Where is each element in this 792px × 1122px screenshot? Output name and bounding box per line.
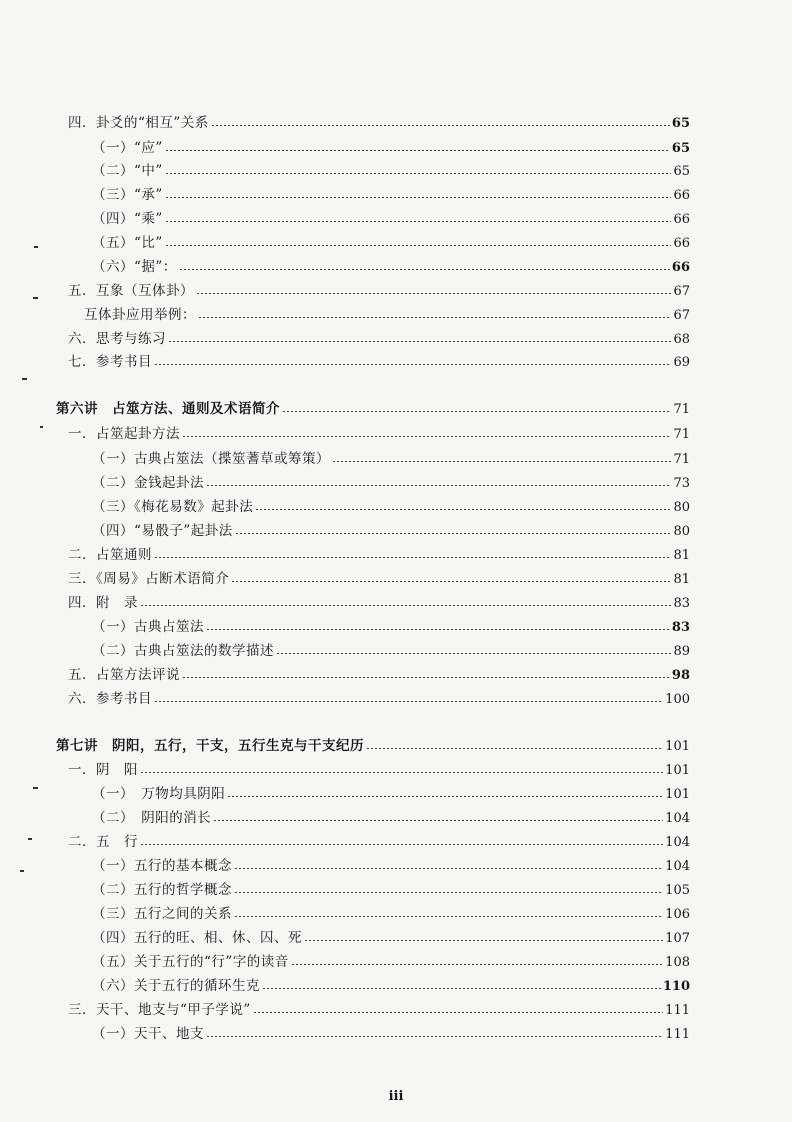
toc-entry-row[interactable]	[92, 809, 690, 828]
toc-entry-row[interactable]	[68, 594, 690, 613]
toc-entry-row[interactable]	[68, 570, 690, 589]
toc-leader-dots	[234, 868, 663, 869]
toc-page-number: 106	[665, 907, 690, 922]
toc-entry-label: （一）古典占筮法（揲筮蓍草或筹策）	[92, 451, 330, 467]
toc-leader-dots	[213, 820, 663, 821]
toc-page-number: 66	[671, 260, 690, 275]
toc-leader-dots	[231, 581, 671, 582]
toc-page-number: 105	[665, 883, 690, 898]
toc-leader-dots	[154, 364, 671, 365]
toc-leader-dots	[206, 1036, 663, 1037]
toc-page-number: 67	[673, 308, 690, 323]
toc-leader-dots	[262, 988, 661, 989]
toc-entry-label: 五．互象（互体卦）	[68, 283, 194, 299]
toc-entry-label: （三）《梅花易数》起卦法	[92, 499, 254, 515]
toc-entry-label: （二）“中”	[92, 163, 163, 179]
toc-entry-label: （六）关于五行的循环生克	[92, 978, 260, 994]
scan-speck	[34, 246, 38, 248]
toc-page-number: 71	[673, 402, 690, 417]
toc-entry-label: （四）五行的旺、相、休、囚、死	[92, 930, 302, 946]
toc-entry-row[interactable]	[92, 953, 690, 972]
toc-entry-row[interactable]	[68, 690, 690, 709]
toc-leader-dots	[253, 1012, 663, 1013]
toc-entry-label: 三．《周易》占断术语简介	[68, 571, 230, 587]
toc-entry-label: 第六讲 占筮方法、通则及术语简介	[56, 401, 280, 417]
toc-page-number: 107	[665, 931, 690, 946]
toc-leader-dots	[140, 605, 671, 606]
toc-leader-dots	[165, 197, 672, 198]
toc-page-number: 98	[671, 668, 690, 683]
toc-entry-label: （六）“据”：	[92, 259, 177, 275]
toc-leader-dots	[366, 748, 663, 749]
toc-entry-row[interactable]	[92, 905, 690, 924]
scan-speck	[28, 838, 32, 840]
toc-entry-row[interactable]	[92, 929, 690, 948]
toc-entry-label: 二．占筮通则	[68, 547, 152, 563]
toc-entry-label: 互体卦应用举例：	[84, 307, 196, 323]
toc-page-number: 66	[673, 188, 690, 203]
toc-entry-row[interactable]	[92, 498, 690, 517]
toc-entry-label: （四）“易骰子”起卦法	[92, 523, 233, 539]
toc-leader-dots	[154, 557, 671, 558]
toc-entry-row[interactable]	[68, 282, 690, 301]
toc-leader-dots	[179, 269, 670, 270]
toc-entry-label: 四．附 录	[68, 595, 138, 611]
toc-page-number: 101	[665, 763, 690, 778]
toc-entry-label: （三）五行之间的关系	[92, 906, 232, 922]
toc-entry-label: 四．卦爻的“相互”关系	[68, 115, 209, 131]
toc-page-number: 111	[665, 1003, 690, 1018]
toc-entry-label: 三．天干、地支与“甲子学说”	[68, 1002, 251, 1018]
toc-entry-row[interactable]	[92, 139, 690, 158]
toc-entry-label: 二．五 行	[68, 834, 138, 850]
toc-leader-dots	[165, 221, 672, 222]
toc-entry-row[interactable]	[92, 210, 690, 229]
toc-entry-label: （二） 阴阳的消长	[92, 810, 212, 826]
toc-leader-dots	[206, 629, 670, 630]
toc-page-number: 68	[673, 332, 690, 347]
toc-entry-row[interactable]	[92, 881, 690, 900]
toc-entry-row[interactable]	[92, 258, 690, 277]
toc-page-number: 71	[673, 427, 690, 442]
toc-leader-dots	[165, 173, 672, 174]
toc-entry-label: （二）五行的哲学概念	[92, 882, 232, 898]
toc-page-number: 83	[673, 596, 690, 611]
toc-entry-label: （三）“承”	[92, 187, 163, 203]
toc-leader-dots	[140, 772, 663, 773]
toc-entry-label: （二）古典占筮法的数学描述	[92, 643, 274, 659]
toc-entry-label: 五．占筮方法评说	[68, 667, 180, 683]
toc-leader-dots	[165, 150, 670, 151]
toc-entry-row[interactable]	[92, 450, 690, 469]
toc-chapter-row[interactable]	[56, 400, 690, 419]
toc-entry-label: （二）金钱起卦法	[92, 475, 204, 491]
toc-page-number: 104	[665, 859, 690, 874]
toc-entry-row[interactable]	[68, 425, 690, 444]
toc-leader-dots	[234, 892, 663, 893]
toc-entry-label: （一） 万物均具阴阳	[92, 786, 226, 802]
toc-entry-label: （一）古典占筮法	[92, 619, 204, 635]
toc-entry-label: 第七讲 阴阳，五行，干支，五行生克与干支纪历	[56, 738, 364, 754]
toc-page-number: 67	[673, 284, 690, 299]
toc-entry-row[interactable]	[92, 977, 690, 996]
toc-page-number: 80	[673, 524, 690, 539]
toc-entry-row[interactable]	[92, 186, 690, 205]
toc-entry-label: 六．思考与练习	[68, 331, 166, 347]
toc-leader-dots	[234, 916, 663, 917]
toc-page-number: 81	[673, 548, 690, 563]
toc-page-number: 108	[665, 955, 690, 970]
toc-entry-row[interactable]	[92, 162, 690, 181]
toc-leader-dots	[211, 125, 670, 126]
toc-leader-dots	[182, 677, 670, 678]
toc-leader-dots	[304, 940, 663, 941]
toc-page-number: 65	[671, 141, 690, 156]
toc-entry-row[interactable]	[68, 546, 690, 565]
toc-page-number: 66	[673, 236, 690, 251]
scan-speck	[40, 426, 43, 428]
toc-entry-row[interactable]	[68, 833, 690, 852]
toc-page-number: 80	[673, 500, 690, 515]
toc-entry-row[interactable]	[92, 857, 690, 876]
toc-entry-label: （一）五行的基本概念	[92, 858, 232, 874]
toc-leader-dots	[282, 411, 671, 412]
toc-entry-row[interactable]	[84, 306, 690, 325]
toc-entry-row[interactable]	[92, 474, 690, 493]
toc-leader-dots	[168, 341, 671, 342]
scan-speck	[22, 378, 27, 380]
toc-page-number: 111	[665, 1027, 690, 1042]
toc-leader-dots	[291, 964, 663, 965]
toc-entry-row[interactable]	[92, 785, 690, 804]
toc-leader-dots	[206, 485, 671, 486]
toc-page-number: 69	[673, 355, 690, 370]
toc-entry-label: （五）“比”	[92, 235, 163, 251]
toc-entry-row[interactable]	[68, 330, 690, 349]
toc-page-number: 101	[665, 787, 690, 802]
toc-leader-dots	[196, 293, 671, 294]
toc-page-number: 81	[673, 572, 690, 587]
toc-page-number: 65	[673, 164, 690, 179]
toc-page-number: 73	[673, 476, 690, 491]
toc-leader-dots	[198, 317, 671, 318]
toc-page-number: 100	[665, 692, 690, 707]
toc-page-number: 104	[665, 811, 690, 826]
toc-leader-dots	[276, 653, 671, 654]
toc-page-number: 104	[665, 835, 690, 850]
toc-leader-dots	[154, 701, 663, 702]
toc-page-number: 110	[662, 979, 690, 994]
toc-entry-row[interactable]	[92, 618, 690, 637]
toc-page-number: 65	[671, 116, 690, 131]
toc-entry-row[interactable]	[92, 1025, 690, 1044]
toc-page-number: 89	[673, 644, 690, 659]
toc-entry-label: （五）关于五行的“行”字的读音	[92, 954, 289, 970]
toc-page-number: 101	[665, 739, 690, 754]
toc-leader-dots	[182, 436, 671, 437]
scan-speck	[33, 297, 38, 299]
toc-entry-label: 七．参考书目	[68, 354, 152, 370]
toc-page-number: 66	[673, 212, 690, 227]
scan-speck	[33, 787, 38, 789]
toc-chapter-row[interactable]	[56, 737, 690, 756]
toc-entry-row[interactable]	[92, 642, 690, 661]
toc-entry-label: 六．参考书目	[68, 691, 152, 707]
toc-leader-dots	[227, 796, 663, 797]
scan-speck	[20, 870, 24, 872]
toc-entry-label: （一）天干、地支	[92, 1026, 204, 1042]
toc-entry-row[interactable]	[68, 761, 690, 780]
toc-leader-dots	[165, 245, 672, 246]
toc-entry-row[interactable]	[92, 234, 690, 253]
toc-leader-dots	[332, 461, 671, 462]
toc-leader-dots	[255, 509, 671, 510]
toc-entry-row[interactable]	[68, 114, 690, 133]
toc-page-number: 71	[673, 452, 690, 467]
toc-page-number: 83	[671, 620, 690, 635]
toc-leader-dots	[235, 533, 672, 534]
toc-entry-row[interactable]	[68, 353, 690, 372]
toc-entry-label: 一．阴 阳	[68, 762, 138, 778]
toc-entry-row[interactable]	[92, 522, 690, 541]
page-number: iii	[388, 1089, 404, 1104]
toc-entry-label: 一．占筮起卦方法	[68, 426, 180, 442]
toc-entry-label: （一）“应”	[92, 140, 163, 156]
toc-entry-row[interactable]	[68, 666, 690, 685]
toc-leader-dots	[140, 844, 663, 845]
toc-entry-label: （四）“乘”	[92, 211, 163, 227]
toc-entry-row[interactable]	[68, 1001, 690, 1020]
